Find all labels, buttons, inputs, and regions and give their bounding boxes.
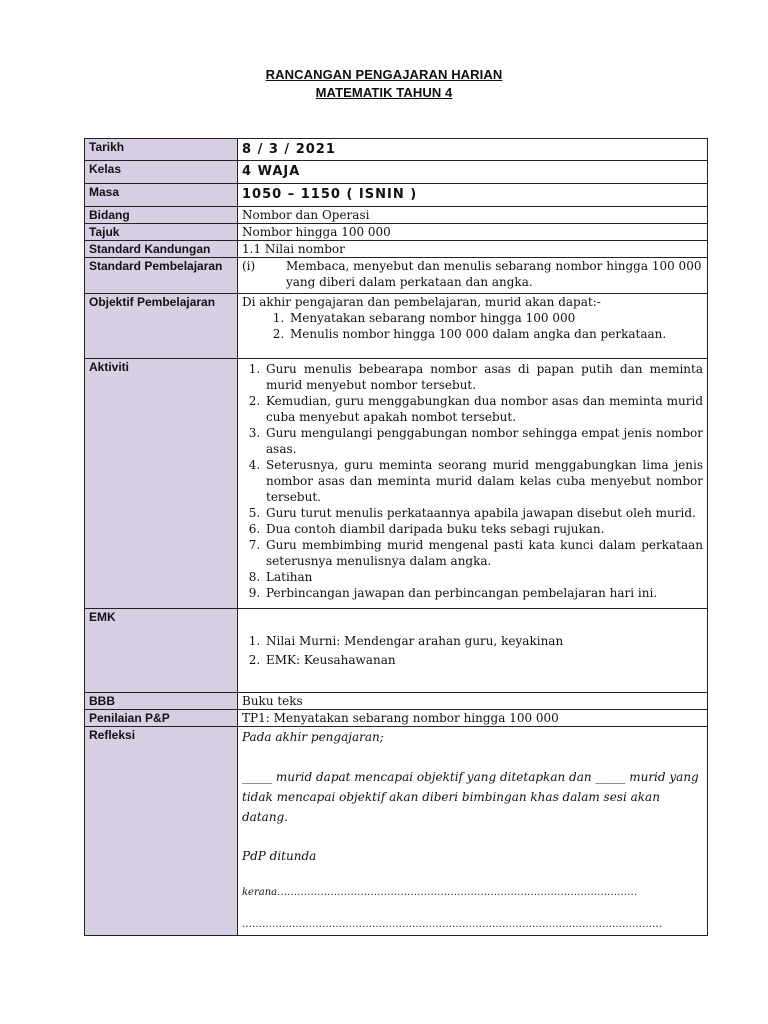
label-objektif: Objektif Pembelajaran (85, 294, 238, 359)
value-tajuk: Nombor hingga 100 000 (238, 224, 708, 241)
label-masa: Masa (85, 184, 238, 207)
label-kelas: Kelas (85, 161, 238, 184)
value-penilaian: TP1: Menyatakan sebarang nombor hingga 100 000 (238, 710, 708, 727)
list-item: 7. Guru membimbing murid mengenal pasti kata kunci dalam perkataan seterusnya menulisnya dalam angka. (264, 537, 703, 569)
document-title (0, 66, 768, 102)
label-penilaian: Penilaian P&P (85, 710, 238, 727)
standard-item-line2: yang diberi dalam perkataan dan angka. (286, 275, 533, 289)
label-tajuk: Tajuk (85, 224, 238, 241)
list-item: 1. Nilai Murni: Mendengar arahan guru, keyakinan (264, 633, 703, 649)
title-line-1: RANCANGAN PENGAJARAN HARIAN (265, 67, 503, 82)
row-emk (85, 609, 708, 693)
title-line-2: MATEMATIK TAHUN 4 (315, 85, 453, 100)
objektif-list (242, 310, 703, 342)
refleksi-line-6: ……………………………………………………………………………………………………………… (242, 919, 662, 930)
list-item: 8. Latihan (264, 569, 703, 585)
row-masa (85, 184, 708, 207)
row-standard-pembelajaran (85, 258, 708, 294)
value-tarikh: 8 / 3 / 2021 (238, 139, 708, 161)
value-bbb: Buku teks (238, 693, 708, 710)
standard-item-number: (i) (242, 259, 256, 273)
list-item: 2. Kemudian, guru menggabungkan dua nombor asas dan meminta murid cuba menyebut apakah nombot tersebut. (264, 393, 703, 425)
aktiviti-list (242, 361, 703, 601)
value-masa: 1050 – 1150 ( ISNIN ) (238, 184, 708, 207)
objektif-intro: Di akhir pengajaran dan pembelajaran, murid akan dapat:- (242, 295, 601, 309)
label-bbb: BBB (85, 693, 238, 710)
refleksi-line-3: tidak mencapai objektif akan diberi bimbingan khas dalam sesi akan datang. (242, 790, 660, 824)
label-tarikh: Tarikh (85, 139, 238, 161)
row-bidang (85, 207, 708, 224)
row-penilaian (85, 710, 708, 727)
value-refleksi (238, 727, 708, 936)
list-item: 2. EMK: Keusahawanan (264, 652, 703, 668)
row-kelas (85, 161, 708, 184)
label-emk: EMK (85, 609, 238, 693)
list-item: 1. Menyatakan sebarang nombor hingga 100 000 (288, 310, 703, 326)
row-tajuk (85, 224, 708, 241)
refleksi-line-1: Pada akhir pengajaran; (242, 730, 384, 744)
label-standard-pembelajaran: Standard Pembelajaran (85, 258, 238, 294)
emk-list (242, 633, 703, 668)
standard-item (242, 258, 703, 290)
label-aktiviti: Aktiviti (85, 359, 238, 609)
value-bidang: Nombor dan Operasi (238, 207, 708, 224)
refleksi-line-5: kerana……………………………………………………………………………………………… (242, 887, 638, 898)
row-standard-kandungan (85, 241, 708, 258)
value-emk (238, 609, 708, 693)
standard-item-line1: Membaca, menyebut dan menulis sebarang nombor hingga 100 000 (286, 259, 702, 273)
label-standard-kandungan: Standard Kandungan (85, 241, 238, 258)
label-bidang: Bidang (85, 207, 238, 224)
list-item: 4. Seterusnya, guru meminta seorang murid menggabungkan lima jenis nombor asas dan meminta murid dalam kelas cuba menyebut nombor tersebut. (264, 457, 703, 505)
value-standard-kandungan: 1.1 Nilai nombor (238, 241, 708, 258)
list-item: 2. Menulis nombor hingga 100 000 dalam angka dan perkataan. (288, 326, 703, 342)
row-objektif (85, 294, 708, 359)
list-item: 5. Guru turut menulis perkataannya apabila jawapan disebut oleh murid. (264, 505, 703, 521)
refleksi-line-2: _____ murid dapat mencapai objektif yang ditetapkan dan _____ murid yang (242, 770, 699, 784)
label-refleksi: Refleksi (85, 727, 238, 936)
row-tarikh (85, 139, 708, 161)
value-aktiviti (238, 359, 708, 609)
list-item: 1. Guru menulis bebearapa nombor asas di papan putih dan meminta murid menyebut nombor tersebut. (264, 361, 703, 393)
value-objektif (238, 294, 708, 359)
list-item: 9. Perbincangan jawapan dan perbincangan pembelajaran hari ini. (264, 585, 703, 601)
lesson-plan-table (84, 138, 708, 936)
row-aktiviti (85, 359, 708, 609)
list-item: 6. Dua contoh diambil daripada buku teks sebagi rujukan. (264, 521, 703, 537)
value-kelas: 4 WAJA (238, 161, 708, 184)
refleksi-line-4: PdP ditunda (242, 849, 317, 863)
list-item: 3. Guru mengulangi penggabungan nombor sehingga empat jenis nombor asas. (264, 425, 703, 457)
row-bbb (85, 693, 708, 710)
row-refleksi (85, 727, 708, 936)
value-standard-pembelajaran (238, 258, 708, 294)
